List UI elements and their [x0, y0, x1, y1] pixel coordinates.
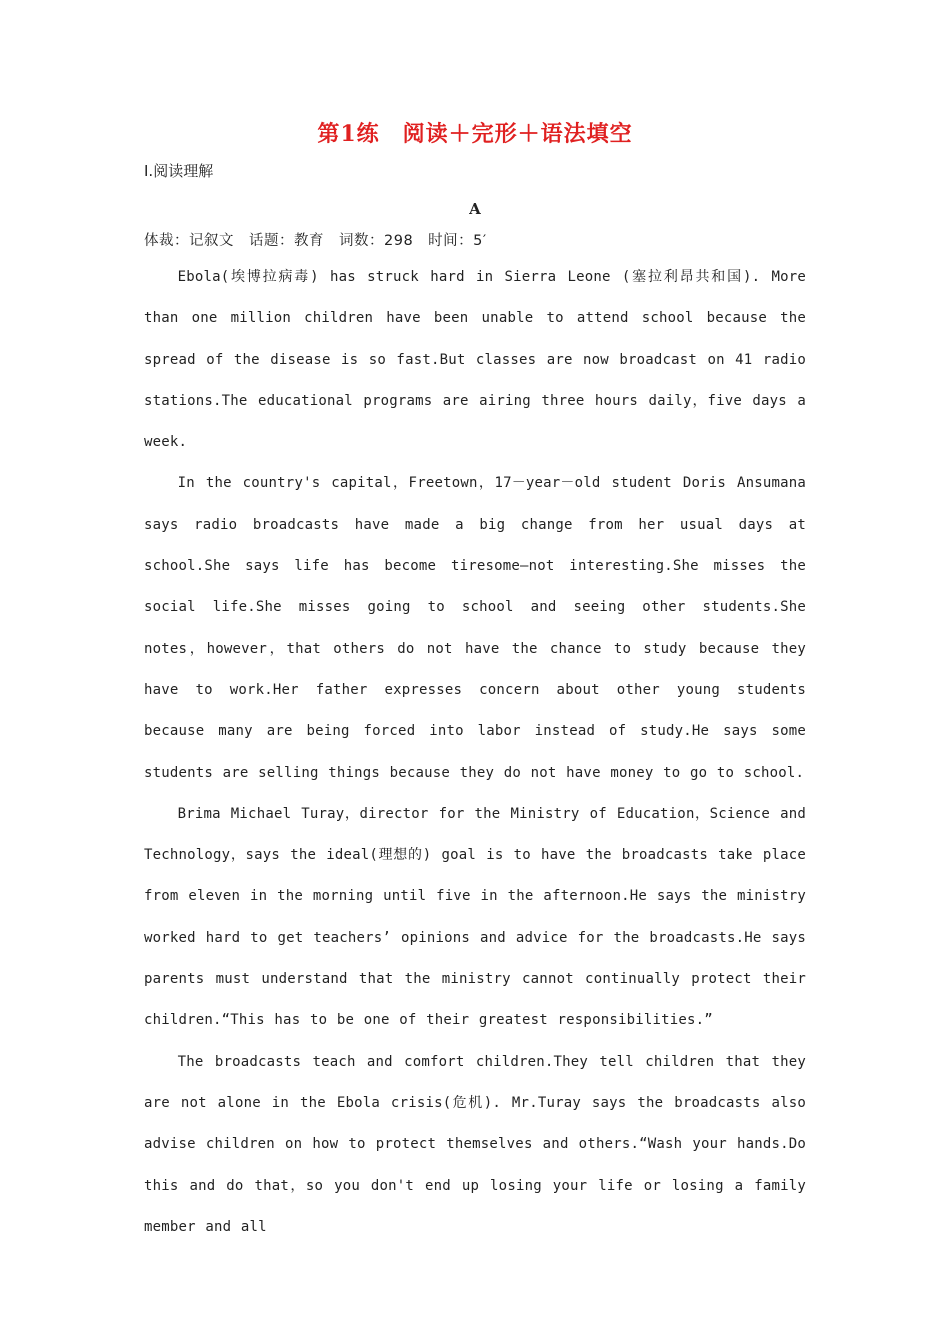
paragraph-2: In the country's capital，Freetown，17－year－old student Doris Ansumana says radio broadcasts have made a big change from her usual days at school.She says life has become tiresome—not interesting.She misses the social life.She misses going to school and seeing other students.She notes，however，that others do not have the chance to study because they have to work.Her father expresses concern about other young students because many are being forced into labor instead of study.He says some students are selling things because they do not have money to go to school.	[144, 475, 806, 781]
page-title: 第1练 阅读＋完形＋语法填空	[317, 121, 633, 147]
passage-letter: A	[469, 200, 481, 218]
paragraph-3: Brima Michael Turay，director for the Ministry of Education，Science and Technology，says the ideal(理想的) goal is to have the broadcasts take place from eleven in the morning until five in the afternoon.He says the ministry worked hard to get teachers’ opinions and advice for the broadcasts.He says parents must understand that the ministry cannot continually protect their children.“This has to be one of their greatest responsibilities.”	[144, 805, 806, 1029]
section-heading: Ⅰ.阅读理解	[144, 162, 214, 180]
paragraph-1: Ebola(埃博拉病毒) has struck hard in Sierra Leone (塞拉利昂共和国). More than one million children have been unable to attend school because the spread of the disease is so fast.But classes are now broadcast on 41 radio stations.The educational programs are airing three hours daily，five days a week.	[144, 269, 806, 451]
paragraph-4: The broadcasts teach and comfort children.They tell children that they are not alone in the Ebola crisis(危机). Mr.Turay says the broadcasts also advise children on how to protect themselves and others.“Wash your hands.Do this and do that，so you don't end up losing your life or losing a family member and all	[144, 1053, 806, 1235]
document-page	[144, 118, 806, 1248]
passage-meta: 体裁：记叙文 话题：教育 词数：298 时间：5′	[144, 233, 487, 249]
